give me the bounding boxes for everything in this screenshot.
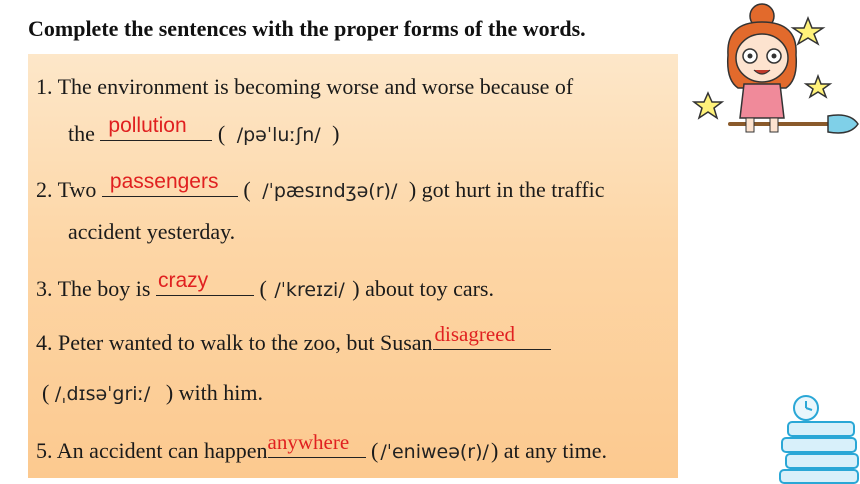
star-icon bbox=[806, 76, 830, 97]
item-2-pre: 2. Two bbox=[36, 177, 97, 202]
item-5-blank[interactable] bbox=[267, 430, 366, 458]
star-icon bbox=[694, 93, 722, 118]
item-4-ipa: /ˌdɪsəˈgriː/ bbox=[54, 383, 151, 405]
item-1-post: ) bbox=[332, 121, 340, 146]
books-clock-illustration bbox=[778, 392, 860, 484]
item-1-line-1: 1. The environment is becoming worse and worse because of bbox=[36, 74, 574, 99]
item-2-answer: passengers bbox=[109, 170, 219, 193]
item-4-paren-open: ( bbox=[42, 380, 50, 405]
item-2-post: ) got hurt in the traffic bbox=[408, 177, 605, 202]
item-1-pre: the bbox=[68, 121, 95, 146]
item-3-ipa: /ˈkreɪzi/ bbox=[274, 279, 345, 301]
item-4-post: ) with him. bbox=[165, 380, 264, 405]
item-2-blank[interactable] bbox=[102, 170, 238, 197]
item-2-line-1 bbox=[36, 170, 605, 203]
item-1-blank[interactable] bbox=[100, 114, 212, 141]
item-3-post: ) about toy cars. bbox=[352, 276, 494, 301]
item-4-line-1 bbox=[36, 322, 551, 356]
item-5-paren-open: ( bbox=[371, 438, 379, 463]
star-icon bbox=[793, 18, 823, 44]
item-5-post: ) at any time. bbox=[490, 438, 608, 463]
item-1-paren-open: ( bbox=[217, 121, 226, 146]
item-4-answer: disagreed bbox=[434, 322, 516, 346]
item-5-ipa: /ˈeniweə(r)/ bbox=[380, 441, 489, 463]
item-3-line bbox=[36, 269, 494, 302]
item-5-pre: 5. An accident can happen bbox=[36, 438, 268, 463]
page-title: Complete the sentences with the proper forms of the words. bbox=[28, 16, 586, 41]
item-4-pre: 4. Peter wanted to walk to the zoo, but Susan bbox=[36, 330, 433, 355]
item-1-line-2 bbox=[68, 114, 340, 147]
item-2-paren-open: ( bbox=[243, 177, 251, 202]
item-5-line bbox=[36, 430, 608, 464]
item-4-line-2 bbox=[42, 380, 263, 406]
item-4-blank[interactable] bbox=[433, 322, 551, 350]
item-3-paren-open: ( bbox=[259, 276, 267, 301]
item-1-answer: pollution bbox=[108, 114, 187, 137]
item-3-blank[interactable] bbox=[156, 269, 254, 296]
item-2-ipa: /ˈpæsɪndʒə(r)/ bbox=[262, 180, 398, 202]
item-2-line-2: accident yesterday. bbox=[68, 219, 236, 244]
item-5-answer: anywhere bbox=[267, 430, 350, 454]
girl-on-broom-illustration bbox=[690, 0, 860, 145]
item-1-ipa: /pəˈluːʃn/ bbox=[236, 124, 321, 146]
item-3-pre: 3. The boy is bbox=[36, 276, 151, 301]
item-3-answer: crazy bbox=[157, 269, 209, 292]
